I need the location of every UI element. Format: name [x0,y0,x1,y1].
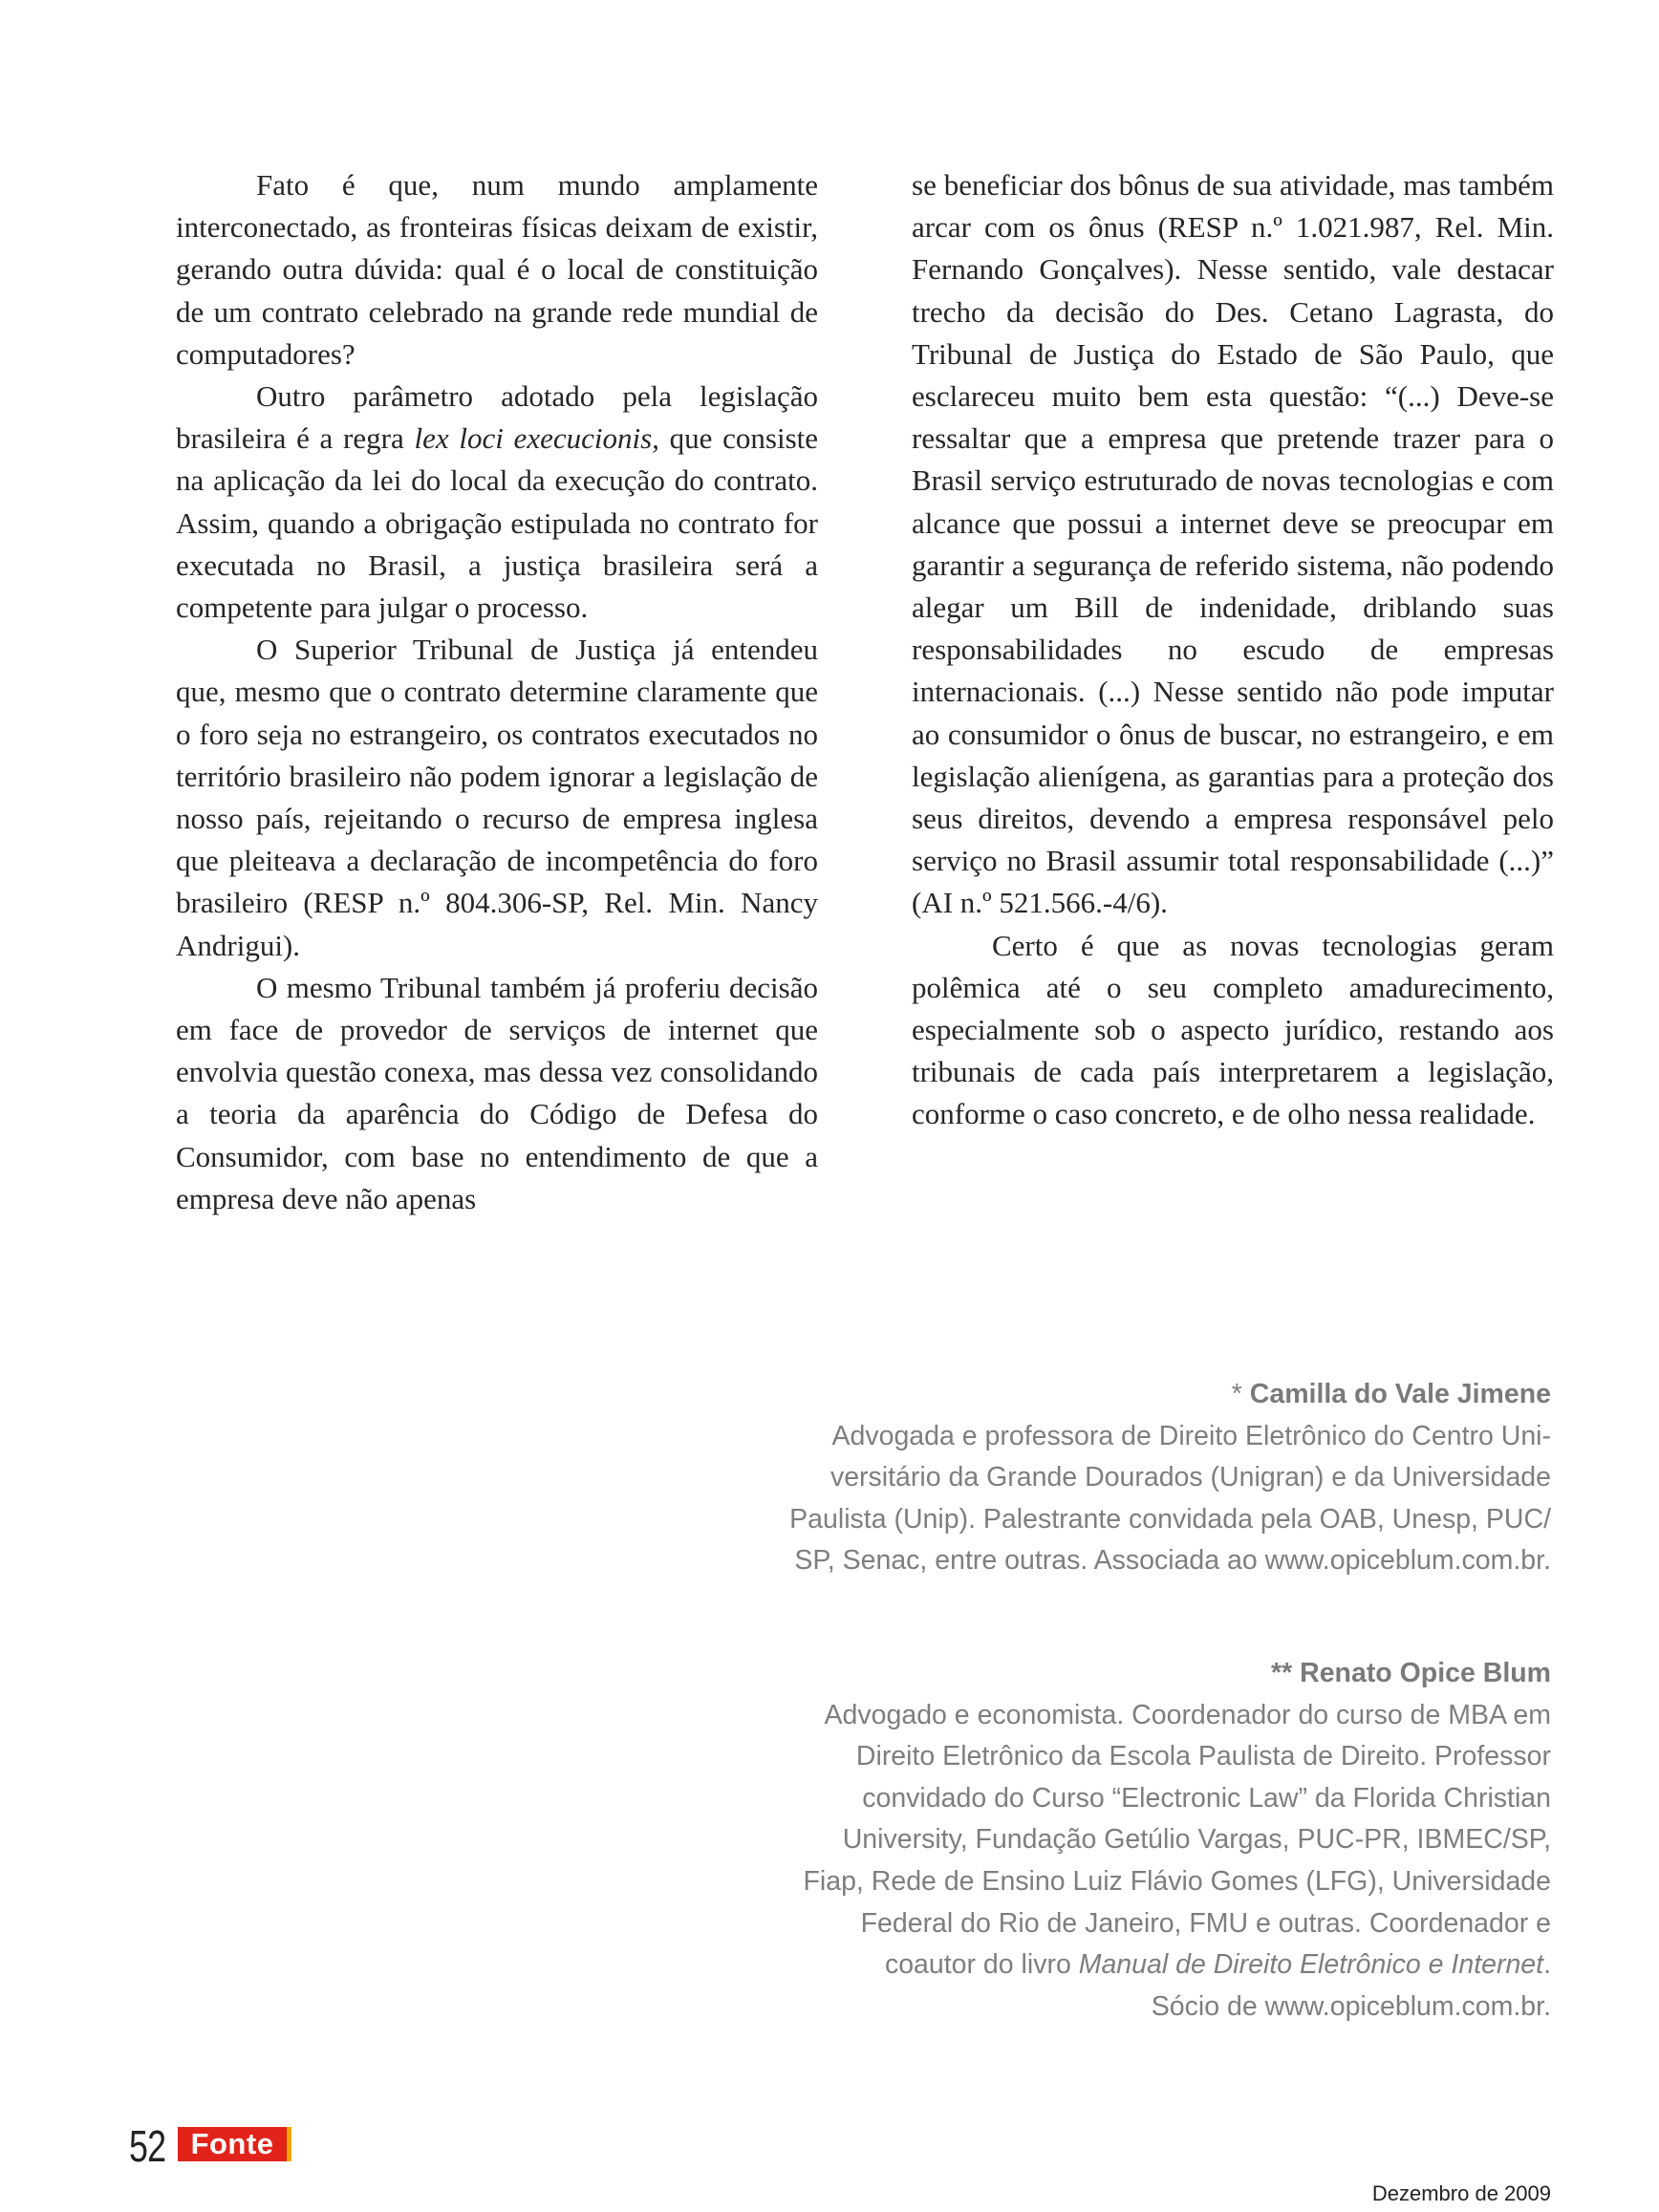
logo-text: Fonte [190,2127,274,2160]
bio-line: versitário da Grande Dourados (Unigran) e da Universidade [830,1462,1551,1493]
paragraph: O mesmo Tribunal também já proferiu decisão em face de provedor de serviços de internet que envolvia questão conexa, mas dessa vez consolidando a teoria da aparência do Código de Defesa do Consumidor, com base no entendimento de que a empresa deve não apenas [176,970,818,1215]
page-number: 52 [129,2121,166,2171]
bio-line: Advogado e economista. Coordenador do curso de MBA em [824,1699,1551,1730]
paragraph: O Superior Tribunal de Justiça já entendeu que, mesmo que o contrato determine claramente que o foro seja no estrangeiro, os contratos executados no território brasileiro não podem ignorar a legislação de nosso país, rejeitando o recurso de empresa inglesa que pleiteava a declaração de incompetência do foro brasileiro (RESP n.º 804.306-SP, Rel. Min. Nancy Andrigui). [176,633,818,962]
text-run: . [1543,1949,1551,1981]
left-column [176,164,818,1220]
bio-line: Paulista (Unip). Palestrante convidada pela OAB, Unesp, PUC/ [789,1503,1551,1535]
bio-line: convidado do Curso “Electronic Law” da Florida Christian [862,1782,1551,1814]
footnote-marker: * [1231,1379,1250,1409]
bio-line: Fiap, Rede de Ensino Luiz Flávio Gomes (LFG), Universidade [803,1865,1551,1897]
paragraph: Fato é que, num mundo amplamente interconectado, as fronteiras físicas deixam de existir, gerando outra dúvida: qual é o local de constituição de um contrato celebrado na grande rede mundial de computadores? [176,168,818,371]
right-column [912,164,1554,1136]
issue-date: Dezembro de 2009 [1371,2181,1551,2205]
bio-line: Direito Eletrônico da Escola Paulista de Direito. Professor [855,1741,1551,1772]
bio-line [748,1944,1551,1987]
author-bio-1 [748,1374,1551,1582]
paragraph: Certo é que as novas tecnologias geram polêmica até o seu completo amadurecimento, especialmente sob o aspecto jurídico, restando aos tribunais de cada país interpretarem a legislação, conforme o caso concreto, e de olho nessa realidade. [912,928,1554,1131]
paragraph [176,376,818,629]
bio-line: Federal do Rio de Janeiro, FMU e outras. Coordenador e [860,1907,1551,1939]
bio-line: University, Fundação Getúlio Vargas, PUC-PR, IBMEC/SP, [842,1824,1551,1856]
footnote-marker: ** [1271,1658,1301,1688]
paragraph-continued: se beneficiar dos bônus de sua atividade, mas também arcar com os ônus (RESP n.º 1.021.987, Rel. Min. Fernando Gonçalves). Nesse sentido, vale destacar trecho da decisão do Des. Cetano Lagrasta, do Tribunal de Justiça do Estado de São Paulo, que esclareceu muito bem esta questão: “(...) Deve-se ressaltar que a empresa que pretende trazer para o Brasil serviço estruturado de novas tecnologias e com alcance que possui a internet deve se preocupar em garantir a segurança de referido sistema, não podendo alegar um Bill de indenidade, driblando suas responsabilidades no escudo de empresas internacionais. (...) Nesse sentido não pode imputar ao consumidor o ônus de buscar, no estrangeiro, e em legislação alienígena, as garantias para a proteção dos seus direitos, devendo a empresa responsável pelo serviço no Brasil assumir total responsabilidade (...)” (AI n.º 521.566.-4/6). [912,168,1554,920]
bio-line: SP, Senac, entre outras. Associada ao www.opiceblum.com.br. [794,1545,1551,1577]
author-name [748,1653,1551,1695]
text-run: que consiste na aplicação da lei do local da execução do contrato. Assim, quando a obrigação estipulada no contrato for executada no Brasil, a justiça brasileira será a competente para julgar o processo. [176,421,819,625]
author-name [748,1374,1551,1416]
bio-line: Advogada e professora de Direito Eletrônico do Centro Uni- [831,1420,1551,1451]
bio-line: Sócio de www.opiceblum.com.br. [1151,1990,1551,2022]
magazine-logo [178,2127,291,2161]
book-title: Manual de Direito Eletrônico e Internet [1078,1949,1544,1981]
author-bio-2 [748,1653,1551,2028]
text-run: Outro parâmetro adotado pela legislação brasileira é a regra [176,379,818,456]
author-name-text: Camilla do Vale Jimene [1249,1379,1551,1409]
italic-term: lex loci execucionis, [414,421,659,456]
author-name-text: Renato Opice Blum [1300,1658,1551,1688]
text-run: coautor do livro [884,1949,1079,1981]
